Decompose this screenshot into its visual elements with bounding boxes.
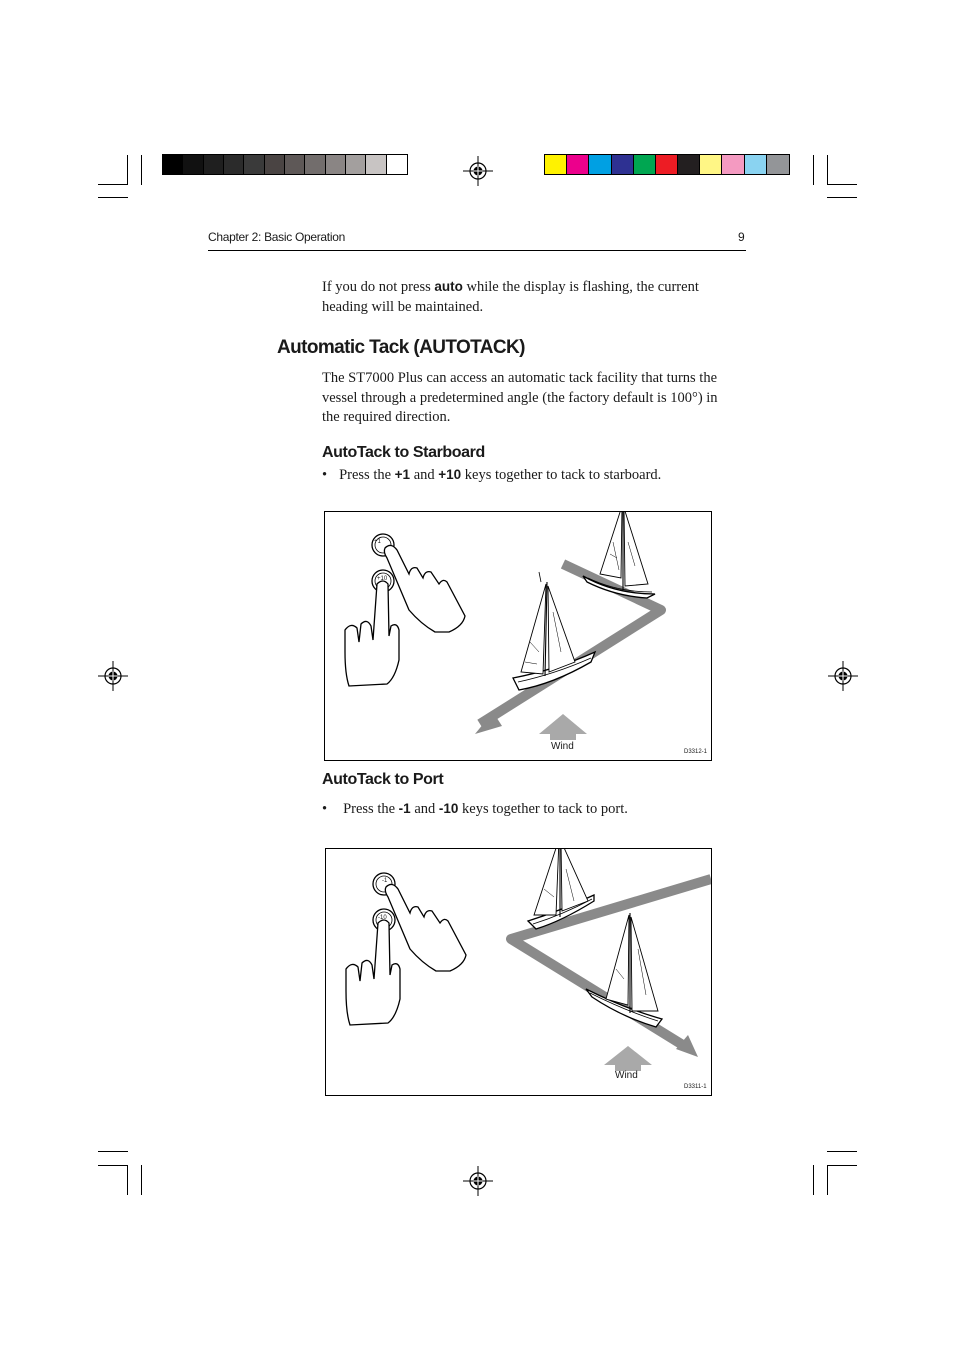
- instruction-text: keys together to tack to starboard.: [461, 467, 662, 483]
- port-illustration: [326, 849, 711, 1095]
- crop-mark: [827, 1165, 828, 1195]
- figure-code: D3311-1: [684, 1084, 707, 1090]
- calibration-swatch: [745, 155, 767, 174]
- crop-mark: [827, 197, 857, 198]
- key-plus-10: +10: [438, 467, 462, 482]
- crop-mark: [141, 1165, 142, 1195]
- bullet: •: [322, 467, 328, 483]
- instruction-text: keys together to tack to port.: [458, 801, 628, 817]
- crop-mark: [98, 1165, 128, 1166]
- instruction-text: Press the: [339, 467, 395, 483]
- grayscale-calibration-bar: [162, 154, 408, 175]
- wind-label: Wind: [551, 741, 574, 752]
- calibration-swatch: [634, 155, 656, 174]
- running-header-chapter: Chapter 2: Basic Operation: [208, 230, 345, 244]
- header-rule: [208, 250, 746, 251]
- button-label-minus-10: -10: [378, 915, 387, 921]
- crop-mark: [813, 155, 814, 185]
- calibration-swatch: [567, 155, 589, 174]
- button-label-minus-1: -1: [382, 878, 388, 884]
- starboard-illustration: [325, 512, 711, 760]
- calibration-swatch: [722, 155, 744, 174]
- calibration-swatch: [678, 155, 700, 174]
- crop-mark: [827, 184, 857, 185]
- calibration-swatch: [305, 155, 325, 174]
- right-hand-icon: [385, 884, 466, 971]
- tack-track: [480, 564, 661, 724]
- sailboat-icon: [513, 572, 595, 690]
- registration-target-icon: [463, 1166, 493, 1196]
- crop-mark: [98, 184, 128, 185]
- left-hand-icon: [345, 581, 399, 686]
- instruction-text: Press the: [343, 801, 399, 817]
- calibration-swatch: [265, 155, 285, 174]
- calibration-swatch: [545, 155, 567, 174]
- left-hand-icon: [346, 920, 400, 1025]
- registration-target-icon: [828, 661, 858, 691]
- crop-mark: [827, 1165, 857, 1166]
- wind-label: Wind: [615, 1070, 638, 1081]
- crop-mark: [98, 197, 128, 198]
- calibration-swatch: [244, 155, 264, 174]
- instruction-text: and: [410, 467, 439, 483]
- wind-arrow-icon: [604, 1046, 652, 1071]
- starboard-instruction: [322, 465, 722, 486]
- crop-mark: [127, 1165, 128, 1195]
- calibration-swatch: [700, 155, 722, 174]
- auto-keyword: auto: [434, 279, 463, 294]
- port-tack-figure: [325, 848, 712, 1096]
- calibration-swatch: [656, 155, 678, 174]
- calibration-swatch: [163, 155, 183, 174]
- port-heading: AutoTack to Port: [322, 771, 444, 788]
- instruction-text: and: [410, 801, 439, 817]
- right-hand-icon: [384, 545, 465, 632]
- wind-arrow-icon: [539, 714, 587, 740]
- key-minus-10: -10: [438, 801, 459, 816]
- key-minus-1: -1: [398, 801, 411, 816]
- registration-target-icon: [98, 661, 128, 691]
- calibration-swatch: [366, 155, 386, 174]
- sailboat-icon: [586, 913, 662, 1027]
- calibration-swatch: [346, 155, 366, 174]
- calibration-swatch: [589, 155, 611, 174]
- calibration-swatch: [612, 155, 634, 174]
- port-instruction: [322, 799, 722, 820]
- crop-mark: [827, 155, 828, 185]
- figure-code: D3312-1: [684, 749, 708, 755]
- crop-mark: [827, 1151, 857, 1152]
- section-description: The ST7000 Plus can access an automatic tack facility that turns the vessel through a predetermined angle (the factory default is 100°) in the required direction.: [322, 370, 718, 425]
- page-number: 9: [738, 230, 745, 244]
- intro-text: If you do not press: [322, 279, 435, 295]
- crop-mark: [127, 155, 128, 185]
- calibration-swatch: [183, 155, 203, 174]
- calibration-swatch: [285, 155, 305, 174]
- button-label-plus-1: +1: [374, 539, 381, 545]
- crop-mark: [141, 155, 142, 185]
- registration-target-icon: [463, 156, 493, 186]
- intro-paragraph: [322, 277, 722, 317]
- crop-mark: [813, 1165, 814, 1195]
- intro-text: while the display is flashing, the current heading will be maintained.: [322, 279, 699, 315]
- crop-mark: [98, 1151, 128, 1152]
- calibration-swatch: [767, 155, 789, 174]
- starboard-heading: AutoTack to Starboard: [322, 444, 485, 461]
- starboard-tack-figure: [324, 511, 712, 761]
- calibration-swatch: [387, 155, 407, 174]
- section-title: Automatic Tack (AUTOTACK): [277, 337, 525, 358]
- bullet: •: [322, 801, 328, 817]
- calibration-swatch: [224, 155, 244, 174]
- key-plus-1: +1: [394, 467, 411, 482]
- color-calibration-bar: [544, 154, 790, 175]
- calibration-swatch: [326, 155, 346, 174]
- button-label-plus-10: +10: [377, 576, 388, 582]
- calibration-swatch: [204, 155, 224, 174]
